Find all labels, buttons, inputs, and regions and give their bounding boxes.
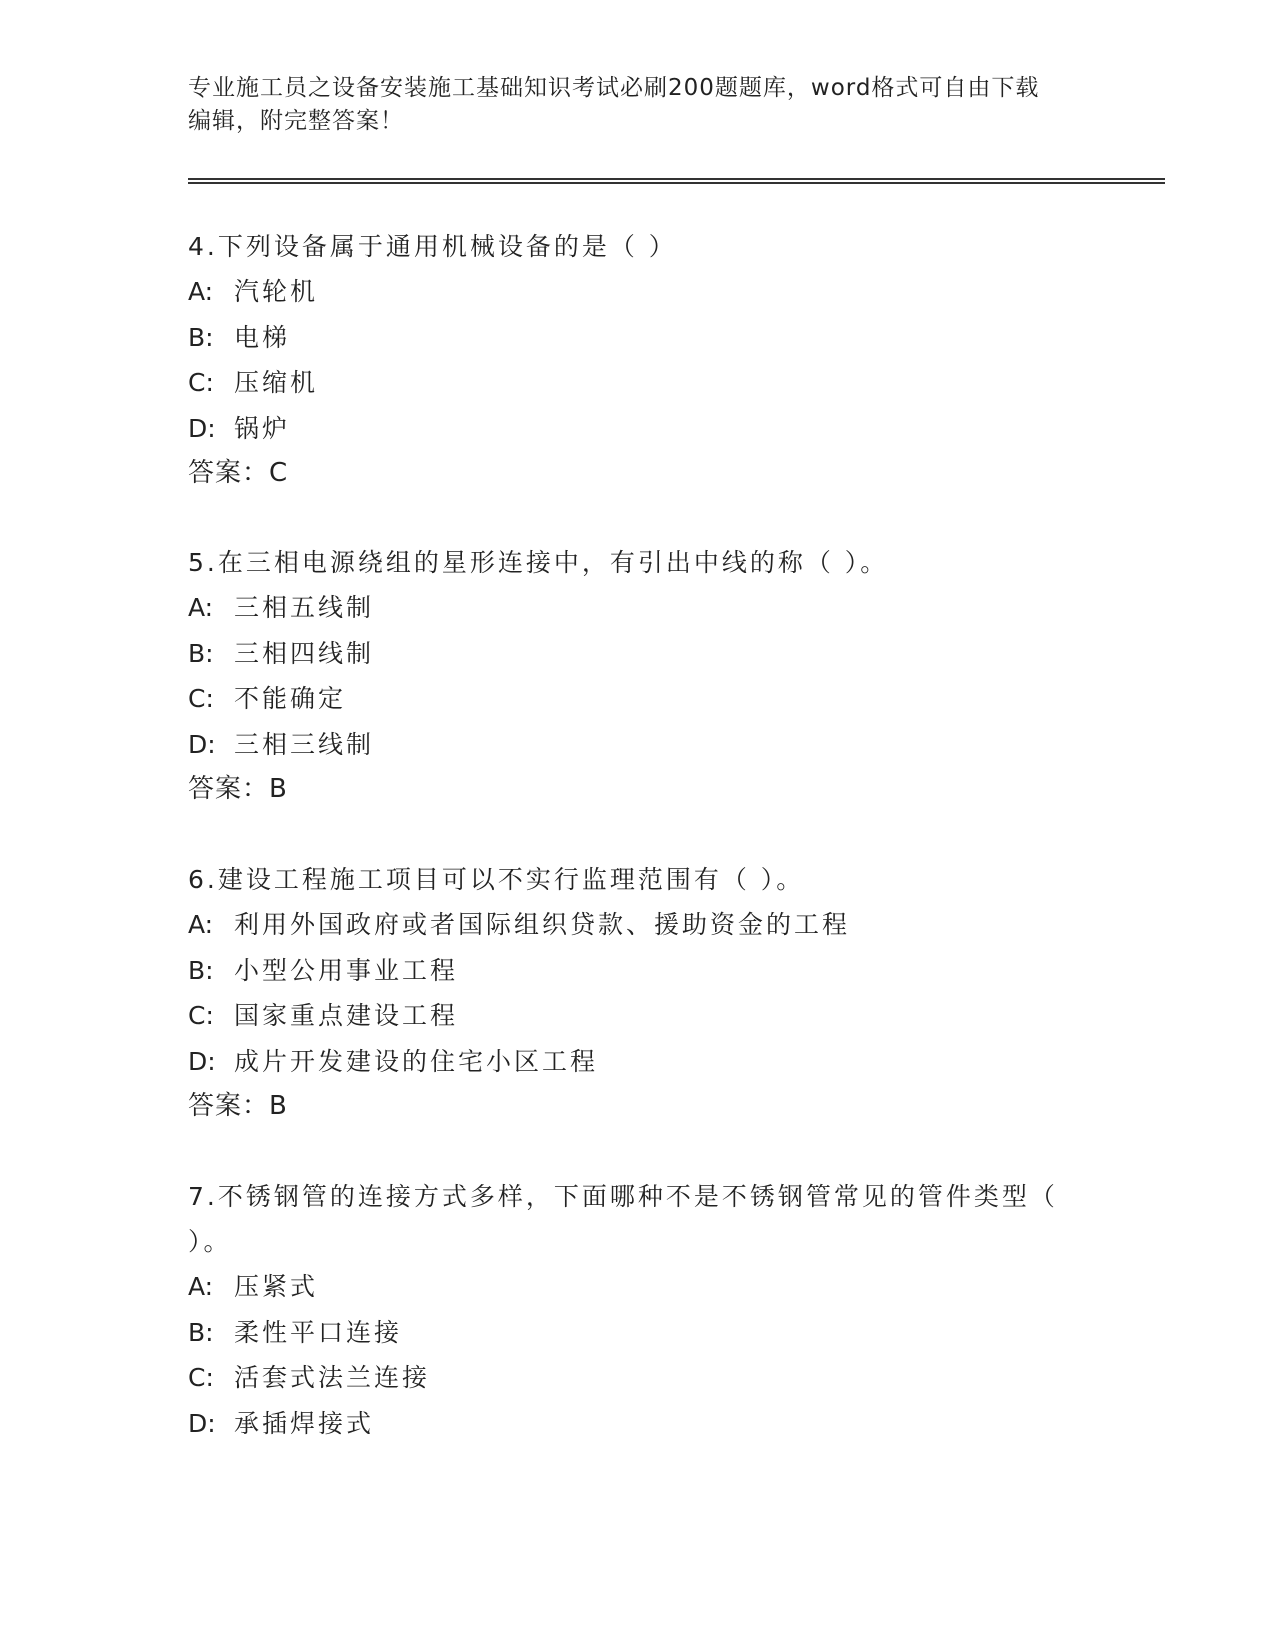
header-double-rule	[188, 178, 1165, 184]
option-text: 压紧式	[234, 1272, 319, 1301]
answer-line: 答案：B	[188, 774, 288, 804]
option-text: 三相三线制	[234, 729, 375, 759]
question-stem: 5.在三相电源绕组的星形连接中，有引出中线的称（ ）。	[188, 548, 889, 577]
question-5	[188, 540, 1088, 812]
option-key: A:	[188, 1272, 214, 1301]
option-text: 利用外国政府或者国际组织贷款、援助资金的工程	[234, 910, 851, 939]
option-key: A:	[188, 910, 214, 939]
option-text: 三相五线制	[234, 593, 375, 622]
option-key: B:	[188, 955, 214, 985]
header-line-2: 编辑，附完整答案！	[188, 108, 404, 134]
option-key: A:	[188, 593, 214, 622]
option-key: C:	[188, 368, 214, 397]
option-b	[188, 315, 1088, 361]
option-c	[188, 1355, 1088, 1401]
option-a	[188, 1264, 1088, 1310]
option-a	[188, 269, 1088, 315]
option-text: 电梯	[234, 322, 291, 352]
option-text: 国家重点建设工程	[234, 1001, 459, 1030]
document-header	[188, 72, 1088, 138]
option-key: C:	[188, 1001, 214, 1030]
option-d	[188, 406, 1088, 452]
option-key: D:	[188, 729, 216, 759]
option-b	[188, 1310, 1088, 1356]
option-c	[188, 676, 1088, 722]
question-stem: 6.建设工程施工项目可以不实行监理范围有（ ）。	[188, 865, 805, 894]
question-stem: 7.不锈钢管的连接方式多样，下面哪种不是不锈钢管常见的管件类型（ ）。	[188, 1182, 1058, 1256]
option-text: 承插焊接式	[234, 1408, 375, 1438]
option-key: D:	[188, 413, 216, 443]
option-b	[188, 631, 1088, 677]
option-text: 三相四线制	[234, 638, 375, 668]
option-text: 不能确定	[234, 684, 347, 713]
option-c	[188, 993, 1088, 1039]
option-key: B:	[188, 322, 214, 352]
option-text: 汽轮机	[234, 277, 319, 306]
option-key: D:	[188, 1408, 216, 1438]
option-text: 小型公用事业工程	[234, 955, 459, 985]
option-c	[188, 360, 1088, 406]
option-b	[188, 948, 1088, 994]
option-text: 锅炉	[234, 413, 291, 443]
option-key: C:	[188, 1363, 214, 1392]
option-text: 压缩机	[234, 368, 319, 397]
option-text: 活套式法兰连接	[234, 1363, 431, 1392]
option-key: B:	[188, 1317, 214, 1347]
header-line-1: 专业施工员之设备安装施工基础知识考试必刷200题题库，word格式可自由下载	[188, 75, 1040, 101]
option-key: D:	[188, 1046, 216, 1076]
answer-line: 答案：C	[188, 458, 289, 488]
option-d	[188, 1039, 1088, 1085]
option-text: 柔性平口连接	[234, 1317, 403, 1347]
question-7	[188, 1174, 1088, 1446]
question-6	[188, 857, 1088, 1129]
option-d	[188, 722, 1088, 768]
option-d	[188, 1401, 1088, 1447]
option-key: C:	[188, 684, 214, 713]
answer-line: 答案：B	[188, 1091, 288, 1121]
question-stem: 4.下列设备属于通用机械设备的是（ ）	[188, 232, 677, 261]
option-a	[188, 585, 1088, 631]
option-text: 成片开发建设的住宅小区工程	[234, 1046, 599, 1076]
option-a	[188, 902, 1088, 948]
option-key: A:	[188, 277, 214, 306]
question-4	[188, 224, 1088, 496]
option-key: B:	[188, 638, 214, 668]
